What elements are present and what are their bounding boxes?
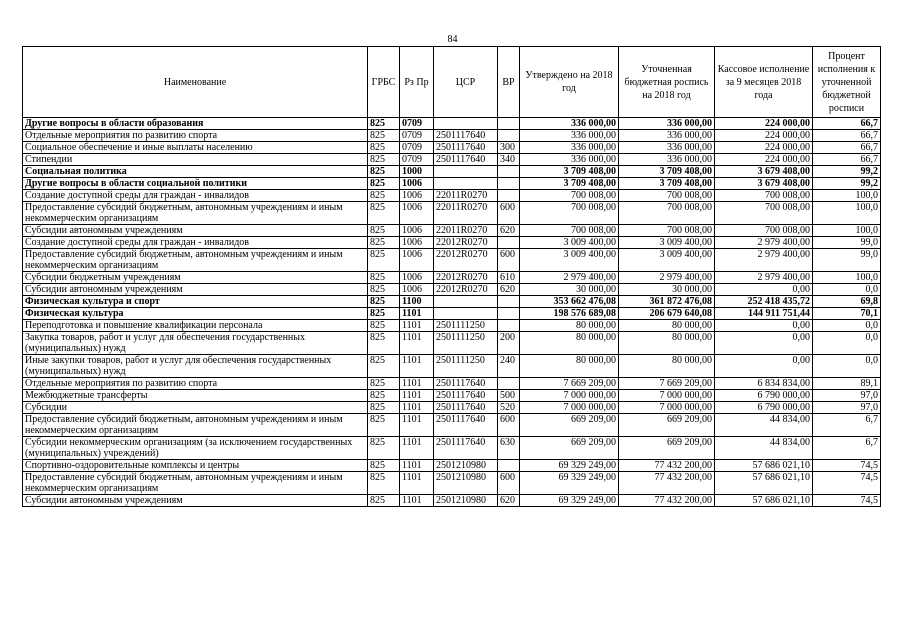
cell-grbs: 825 (368, 296, 400, 308)
table-row (23, 154, 881, 166)
cell-rzpr: 1101 (400, 460, 434, 472)
cell-vr: 340 (498, 154, 520, 166)
cell-name: Стипендии (23, 154, 368, 166)
cell-csr: 22011R0270 (434, 225, 498, 237)
cell-grbs: 825 (368, 190, 400, 202)
table-row (23, 378, 881, 390)
cell-approved: 353 662 476,08 (520, 296, 619, 308)
cell-grbs: 825 (368, 495, 400, 507)
cell-rzpr: 1100 (400, 296, 434, 308)
cell-grbs: 825 (368, 390, 400, 402)
cell-grbs: 825 (368, 142, 400, 154)
cell-refined: 7 000 000,00 (619, 390, 715, 402)
cell-refined: 3 709 408,00 (619, 166, 715, 178)
cell-name: Субсидии автономным учреждениям (23, 225, 368, 237)
cell-name: Спортивно-оздоровительные комплексы и центры (23, 460, 368, 472)
budget-table (22, 46, 881, 507)
cell-approved: 7 000 000,00 (520, 402, 619, 414)
table-row (23, 402, 881, 414)
cell-percent: 69,8 (813, 296, 881, 308)
cell-rzpr: 1006 (400, 190, 434, 202)
cell-cash: 57 686 021,10 (715, 460, 813, 472)
cell-refined: 7 669 209,00 (619, 378, 715, 390)
cell-grbs: 825 (368, 284, 400, 296)
cell-refined: 669 209,00 (619, 414, 715, 437)
cell-percent: 66,7 (813, 130, 881, 142)
cell-percent: 66,7 (813, 154, 881, 166)
cell-name: Субсидии некоммерческим организациям (за исключением государственных (муниципальных) учреждений) (23, 437, 368, 460)
cell-vr: 520 (498, 402, 520, 414)
cell-grbs: 825 (368, 237, 400, 249)
table-row (23, 332, 881, 355)
cell-vr (498, 130, 520, 142)
cell-name: Физическая культура и спорт (23, 296, 368, 308)
table-row (23, 308, 881, 320)
cell-percent: 6,7 (813, 414, 881, 437)
cell-rzpr: 1006 (400, 249, 434, 272)
cell-name: Другие вопросы в области образования (23, 118, 368, 130)
cell-refined: 206 679 640,08 (619, 308, 715, 320)
cell-approved: 80 000,00 (520, 320, 619, 332)
cell-name: Закупка товаров, работ и услуг для обеспечения государственных (муниципальных) нужд (23, 332, 368, 355)
cell-name: Социальная политика (23, 166, 368, 178)
cell-vr (498, 308, 520, 320)
cell-grbs: 825 (368, 414, 400, 437)
cell-vr: 620 (498, 225, 520, 237)
column-header-vr: ВР (498, 47, 520, 118)
cell-csr: 2501117640 (434, 414, 498, 437)
cell-rzpr: 1101 (400, 378, 434, 390)
cell-grbs: 825 (368, 166, 400, 178)
cell-approved: 7 669 209,00 (520, 378, 619, 390)
cell-percent: 99,0 (813, 249, 881, 272)
cell-csr: 2501117640 (434, 142, 498, 154)
table-row (23, 414, 881, 437)
cell-vr: 620 (498, 495, 520, 507)
column-header-name: Наименование (23, 47, 368, 118)
cell-refined: 700 008,00 (619, 225, 715, 237)
cell-percent: 89,1 (813, 378, 881, 390)
cell-grbs: 825 (368, 178, 400, 190)
cell-grbs: 825 (368, 402, 400, 414)
cell-name: Другие вопросы в области социальной политики (23, 178, 368, 190)
cell-csr: 2501210980 (434, 495, 498, 507)
cell-csr (434, 308, 498, 320)
table-row (23, 390, 881, 402)
cell-csr: 2501111250 (434, 320, 498, 332)
cell-vr (498, 166, 520, 178)
cell-percent: 100,0 (813, 272, 881, 284)
table-row (23, 178, 881, 190)
cell-refined: 30 000,00 (619, 284, 715, 296)
column-header-approved: Утверждено на 2018 год (520, 47, 619, 118)
cell-cash: 224 000,00 (715, 142, 813, 154)
cell-refined: 80 000,00 (619, 332, 715, 355)
cell-rzpr: 1101 (400, 390, 434, 402)
cell-rzpr: 0709 (400, 142, 434, 154)
cell-refined: 3 709 408,00 (619, 178, 715, 190)
cell-refined: 361 872 476,08 (619, 296, 715, 308)
cell-refined: 336 000,00 (619, 130, 715, 142)
cell-cash: 224 000,00 (715, 154, 813, 166)
cell-rzpr: 1101 (400, 472, 434, 495)
cell-cash: 0,00 (715, 355, 813, 378)
cell-grbs: 825 (368, 225, 400, 237)
cell-name: Создание доступной среды для граждан - инвалидов (23, 190, 368, 202)
cell-grbs: 825 (368, 249, 400, 272)
cell-approved: 3 709 408,00 (520, 178, 619, 190)
cell-vr: 600 (498, 472, 520, 495)
column-header-percent: Процент исполнения к уточненной бюджетной росписи (813, 47, 881, 118)
cell-csr: 22012R0270 (434, 249, 498, 272)
cell-refined: 3 009 400,00 (619, 249, 715, 272)
cell-refined: 7 000 000,00 (619, 402, 715, 414)
cell-csr: 2501111250 (434, 355, 498, 378)
cell-cash: 224 000,00 (715, 130, 813, 142)
table-row (23, 272, 881, 284)
cell-csr: 22012R0270 (434, 272, 498, 284)
cell-approved: 69 329 249,00 (520, 472, 619, 495)
cell-grbs: 825 (368, 320, 400, 332)
cell-csr: 2501117640 (434, 130, 498, 142)
cell-rzpr: 1006 (400, 225, 434, 237)
cell-csr: 22011R0270 (434, 190, 498, 202)
cell-refined: 336 000,00 (619, 154, 715, 166)
cell-cash: 57 686 021,10 (715, 495, 813, 507)
table-row (23, 225, 881, 237)
cell-csr: 2501117640 (434, 378, 498, 390)
table-row (23, 296, 881, 308)
cell-rzpr: 1101 (400, 355, 434, 378)
cell-grbs: 825 (368, 332, 400, 355)
cell-grbs: 825 (368, 308, 400, 320)
cell-percent: 99,0 (813, 237, 881, 249)
cell-percent: 97,0 (813, 402, 881, 414)
cell-cash: 2 979 400,00 (715, 272, 813, 284)
cell-vr: 620 (498, 284, 520, 296)
cell-percent: 0,0 (813, 332, 881, 355)
cell-approved: 69 329 249,00 (520, 495, 619, 507)
cell-approved: 69 329 249,00 (520, 460, 619, 472)
cell-csr: 22012R0270 (434, 237, 498, 249)
cell-refined: 77 432 200,00 (619, 460, 715, 472)
cell-refined: 2 979 400,00 (619, 272, 715, 284)
cell-rzpr: 1006 (400, 284, 434, 296)
cell-grbs: 825 (368, 272, 400, 284)
table-row (23, 249, 881, 272)
column-header-cash: Кассовое исполнение за 9 месяцев 2018 года (715, 47, 813, 118)
cell-refined: 77 432 200,00 (619, 495, 715, 507)
cell-rzpr: 1101 (400, 414, 434, 437)
cell-grbs: 825 (368, 355, 400, 378)
cell-rzpr: 1101 (400, 402, 434, 414)
cell-name: Субсидии (23, 402, 368, 414)
cell-vr: 300 (498, 142, 520, 154)
table-header-row (23, 47, 881, 118)
cell-vr (498, 190, 520, 202)
cell-grbs: 825 (368, 202, 400, 225)
cell-vr (498, 320, 520, 332)
cell-rzpr: 1101 (400, 437, 434, 460)
cell-cash: 2 979 400,00 (715, 249, 813, 272)
cell-percent: 70,1 (813, 308, 881, 320)
cell-csr: 2501210980 (434, 460, 498, 472)
cell-cash: 700 008,00 (715, 225, 813, 237)
cell-csr: 2501117640 (434, 390, 498, 402)
cell-percent: 74,5 (813, 495, 881, 507)
cell-rzpr: 0709 (400, 118, 434, 130)
cell-csr: 22012R0270 (434, 284, 498, 296)
cell-approved: 3 009 400,00 (520, 237, 619, 249)
cell-percent: 100,0 (813, 190, 881, 202)
cell-rzpr: 1101 (400, 332, 434, 355)
cell-name: Субсидии автономным учреждениям (23, 495, 368, 507)
cell-vr (498, 378, 520, 390)
cell-name: Переподготовка и повышение квалификации персонала (23, 320, 368, 332)
cell-vr (498, 237, 520, 249)
cell-vr (498, 296, 520, 308)
cell-csr: 22011R0270 (434, 202, 498, 225)
cell-name: Предоставление субсидий бюджетным, автономным учреждениям и иным некоммерческим организациям (23, 414, 368, 437)
cell-name: Субсидии автономным учреждениям (23, 284, 368, 296)
table-row (23, 472, 881, 495)
cell-grbs: 825 (368, 472, 400, 495)
column-header-csr: ЦСР (434, 47, 498, 118)
cell-percent: 100,0 (813, 202, 881, 225)
cell-percent: 99,2 (813, 166, 881, 178)
cell-cash: 6 834 834,00 (715, 378, 813, 390)
cell-name: Отдельные мероприятия по развитию спорта (23, 378, 368, 390)
cell-percent: 100,0 (813, 225, 881, 237)
cell-name: Отдельные мероприятия по развитию спорта (23, 130, 368, 142)
cell-percent: 66,7 (813, 142, 881, 154)
cell-cash: 2 979 400,00 (715, 237, 813, 249)
cell-rzpr: 1006 (400, 178, 434, 190)
cell-approved: 336 000,00 (520, 130, 619, 142)
cell-vr: 200 (498, 332, 520, 355)
cell-approved: 700 008,00 (520, 225, 619, 237)
cell-percent: 97,0 (813, 390, 881, 402)
cell-cash: 0,00 (715, 332, 813, 355)
cell-refined: 700 008,00 (619, 202, 715, 225)
table-row (23, 320, 881, 332)
page-number: 84 (447, 34, 458, 45)
cell-csr (434, 178, 498, 190)
table-row (23, 130, 881, 142)
cell-cash: 144 911 751,44 (715, 308, 813, 320)
cell-grbs: 825 (368, 460, 400, 472)
cell-approved: 80 000,00 (520, 355, 619, 378)
cell-grbs: 825 (368, 118, 400, 130)
cell-name: Предоставление субсидий бюджетным, автономным учреждениям и иным некоммерческим организациям (23, 249, 368, 272)
cell-csr (434, 166, 498, 178)
table-body (23, 118, 881, 507)
column-header-refined: Уточненная бюджетная роспись на 2018 год (619, 47, 715, 118)
cell-refined: 3 009 400,00 (619, 237, 715, 249)
cell-approved: 3 709 408,00 (520, 166, 619, 178)
table-row (23, 284, 881, 296)
cell-name: Социальное обеспечение и иные выплаты населению (23, 142, 368, 154)
table-row (23, 355, 881, 378)
cell-approved: 700 008,00 (520, 202, 619, 225)
cell-cash: 44 834,00 (715, 414, 813, 437)
cell-cash: 3 679 408,00 (715, 166, 813, 178)
cell-vr: 610 (498, 272, 520, 284)
cell-vr: 240 (498, 355, 520, 378)
cell-cash: 3 679 408,00 (715, 178, 813, 190)
cell-rzpr: 1000 (400, 166, 434, 178)
cell-rzpr: 1101 (400, 320, 434, 332)
cell-approved: 7 000 000,00 (520, 390, 619, 402)
cell-percent: 0,0 (813, 355, 881, 378)
cell-cash: 700 008,00 (715, 202, 813, 225)
cell-rzpr: 1006 (400, 202, 434, 225)
cell-cash: 224 000,00 (715, 118, 813, 130)
cell-name: Субсидии бюджетным учреждениям (23, 272, 368, 284)
cell-vr (498, 460, 520, 472)
cell-grbs: 825 (368, 378, 400, 390)
cell-vr: 500 (498, 390, 520, 402)
cell-refined: 80 000,00 (619, 355, 715, 378)
cell-approved: 30 000,00 (520, 284, 619, 296)
cell-refined: 700 008,00 (619, 190, 715, 202)
cell-cash: 6 790 000,00 (715, 402, 813, 414)
cell-grbs: 825 (368, 154, 400, 166)
cell-name: Иные закупки товаров, работ и услуг для обеспечения государственных (муниципальных) нужд (23, 355, 368, 378)
cell-rzpr: 0709 (400, 154, 434, 166)
cell-cash: 57 686 021,10 (715, 472, 813, 495)
cell-percent: 66,7 (813, 118, 881, 130)
cell-csr: 2501117640 (434, 437, 498, 460)
cell-rzpr: 1006 (400, 272, 434, 284)
cell-grbs: 825 (368, 130, 400, 142)
cell-approved: 669 209,00 (520, 437, 619, 460)
cell-rzpr: 0709 (400, 130, 434, 142)
cell-rzpr: 1101 (400, 495, 434, 507)
cell-vr: 600 (498, 249, 520, 272)
table-row (23, 495, 881, 507)
cell-csr (434, 118, 498, 130)
cell-csr: 2501111250 (434, 332, 498, 355)
cell-rzpr: 1006 (400, 237, 434, 249)
table-row (23, 237, 881, 249)
cell-approved: 336 000,00 (520, 118, 619, 130)
cell-percent: 99,2 (813, 178, 881, 190)
table-row (23, 142, 881, 154)
table-row (23, 437, 881, 460)
cell-percent: 6,7 (813, 437, 881, 460)
cell-percent: 74,5 (813, 472, 881, 495)
cell-csr: 2501210980 (434, 472, 498, 495)
cell-percent: 0,0 (813, 320, 881, 332)
cell-approved: 336 000,00 (520, 142, 619, 154)
cell-csr: 2501117640 (434, 154, 498, 166)
cell-vr: 600 (498, 414, 520, 437)
cell-vr: 630 (498, 437, 520, 460)
cell-refined: 336 000,00 (619, 142, 715, 154)
cell-percent: 74,5 (813, 460, 881, 472)
cell-csr: 2501117640 (434, 402, 498, 414)
cell-refined: 336 000,00 (619, 118, 715, 130)
cell-name: Предоставление субсидий бюджетным, автономным учреждениям и иным некоммерческим организациям (23, 472, 368, 495)
table-row (23, 166, 881, 178)
cell-name: Межбюджетные трансферты (23, 390, 368, 402)
table-row (23, 460, 881, 472)
cell-csr (434, 296, 498, 308)
cell-vr (498, 178, 520, 190)
cell-approved: 700 008,00 (520, 190, 619, 202)
cell-grbs: 825 (368, 437, 400, 460)
cell-approved: 669 209,00 (520, 414, 619, 437)
cell-vr: 600 (498, 202, 520, 225)
cell-approved: 198 576 689,08 (520, 308, 619, 320)
cell-approved: 336 000,00 (520, 154, 619, 166)
column-header-grbs: ГРБС (368, 47, 400, 118)
cell-cash: 44 834,00 (715, 437, 813, 460)
cell-cash: 6 790 000,00 (715, 390, 813, 402)
cell-cash: 700 008,00 (715, 190, 813, 202)
cell-refined: 669 209,00 (619, 437, 715, 460)
table-row (23, 202, 881, 225)
cell-name: Предоставление субсидий бюджетным, автономным учреждениям и иным некоммерческим организациям (23, 202, 368, 225)
cell-cash: 252 418 435,72 (715, 296, 813, 308)
table-row (23, 118, 881, 130)
cell-name: Физическая культура (23, 308, 368, 320)
cell-refined: 77 432 200,00 (619, 472, 715, 495)
cell-approved: 2 979 400,00 (520, 272, 619, 284)
cell-approved: 80 000,00 (520, 332, 619, 355)
cell-cash: 0,00 (715, 320, 813, 332)
cell-percent: 0,0 (813, 284, 881, 296)
cell-name: Создание доступной среды для граждан - инвалидов (23, 237, 368, 249)
cell-refined: 80 000,00 (619, 320, 715, 332)
cell-rzpr: 1101 (400, 308, 434, 320)
cell-cash: 0,00 (715, 284, 813, 296)
cell-approved: 3 009 400,00 (520, 249, 619, 272)
cell-vr (498, 118, 520, 130)
column-header-rzpr: Рз Пр (400, 47, 434, 118)
table-row (23, 190, 881, 202)
